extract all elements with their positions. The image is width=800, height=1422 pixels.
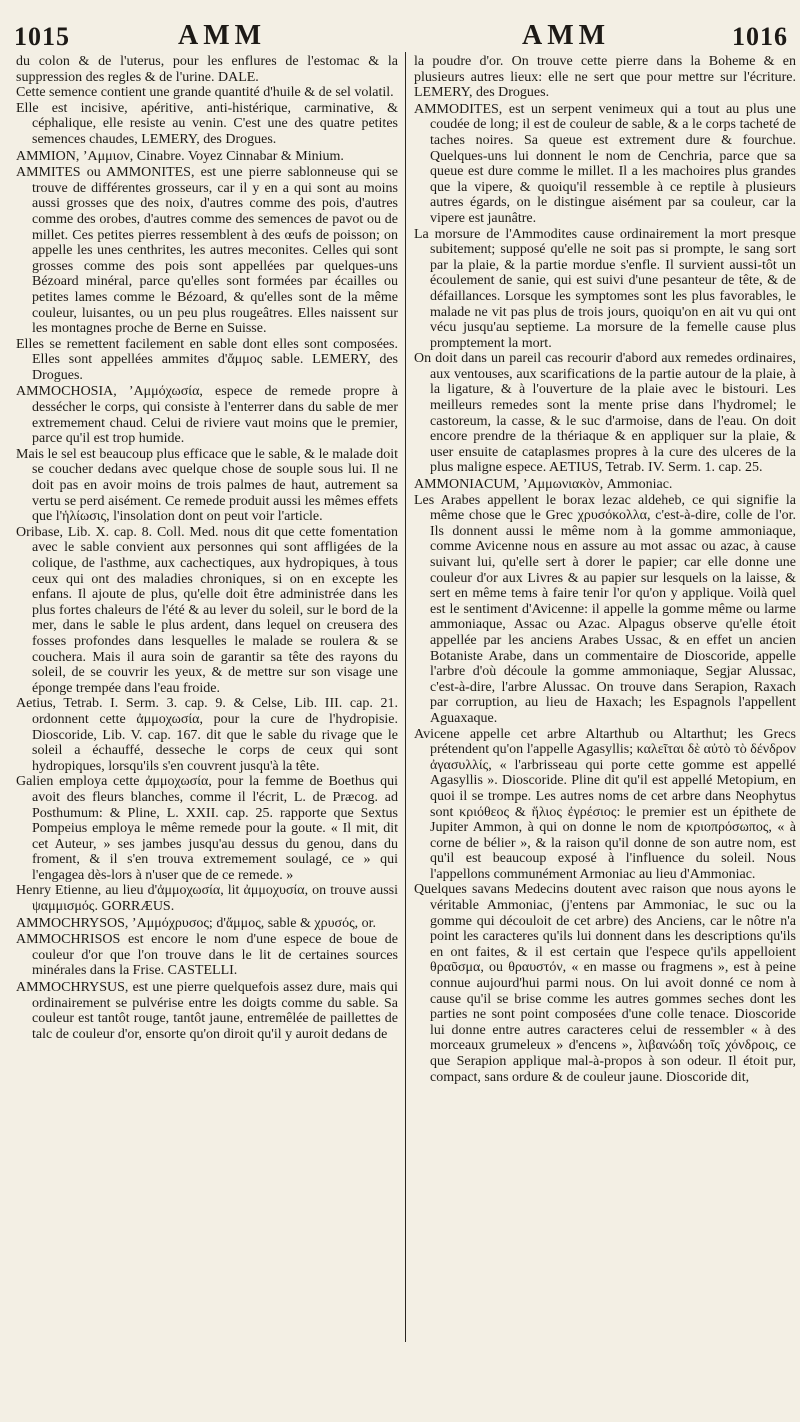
dictionary-entry: AMMONIACUM, ʼΑμμωνιακὸν, Ammoniac.: [414, 477, 673, 493]
paragraph: Cette semence contient une grande quantité d'huile & de sel volatil.: [16, 85, 394, 101]
paragraph: Oribase, Lib. X. cap. 8. Coll. Med. nous dit que cette fomentation avec le sable convient aux personnes qui sont affligées de la colique, de l'asthme, aux cachectiques, aux hydropiques, à tous ceux qui ont des maladies chroniques, si on en excepte les enfans. Il ajoute de plus, qu'elle doit être administrée dans les plus fortes chaleurs de l'été & au lever du soleil, sur le bord de la mer, dans le sable le plus ardent, dans lequel on creusera des fosses profondes dans lesquelles le malade se roulera & se couchera. Mais il aura soin de garantir sa tête des rayons du soleil, de se couvrir les yeux, & de mettre sur son visage une éponge trempée dans l'eau froide.: [16, 524, 398, 696]
running-headword-right: AMM: [522, 20, 611, 51]
page-number-right: 1016: [732, 22, 788, 51]
paragraph: Elle est incisive, apéritive, anti-histérique, carminative, & céphalique, elle resiste au venin. C'est une des quatre petites semences chaudes, LEMERY, des Drogues.: [16, 100, 398, 147]
right-column: [414, 54, 796, 1344]
dictionary-entry: AMMOCHOSIA, ʼΑμμόχωσία, espece de remede propre à dessécher le corps, qui consiste à l'enterrer dans du sable de mer extremement chaud. Celui de riviere vaut moins que le premier, parce qu'il est trop humide.: [16, 384, 398, 447]
page-number-left: 1015: [14, 22, 70, 51]
dictionary-entry: AMMODITES, est un serpent venimeux qui a tout au plus une coudée de long; il est de couleur de sable, & a le corps tacheté de taches noires. Sa queue est extrement dure & fourchue. Quelques-uns lui donnent le nom de Cenchria, parce que sa queue est dure comme le millet. Il a les machoires plus grandes que la vipere, & quoiqu'il ressemble à ce reptile à plusieurs autres égards, on le distingue aisément par sa couleur, car la vipere est jaunâtre.: [414, 101, 796, 226]
paragraph: Avicene appelle cet arbre Altarthub ou Altarthut; les Grecs prétendent qu'on l'appelle Agasyllis; καλεῖται δὲ αὐτὸ τὸ δένδρον ἀγασυλλίς, « l'arbrisseau qui porte cette gomme est appellé Agasyllis ». Dioscoride. Pline dit qu'il est appellé Metopium, en quoi il se trompe. Les autres noms de cet arbre dans Neophytus sont κριόθεος & ἥλιος ἐγρέσιος: le premier est un épithete de Jupiter Ammon, à qui on donne le nom de κριοπρόσωπος, « à corne de bélier », & la raison qu'il donne de son autre nom, est qu'il est beaucoup exposé à l'influence du soleil. Nous l'appellons communément Armoniac au lieu d'Ammoniac.: [414, 726, 796, 882]
column-divider: [405, 52, 406, 1342]
paragraph: On doit dans un pareil cas recourir d'abord aux remedes ordinaires, aux ventouses, aux scarifications de la partie autour de la plaie, à la ligature, & à l'ouverture de la plaie avec le bistouri. Les meilleurs remedes sont la mente prise dans l'hydromel; le castoreum, la casse, & le suc d'armoise, dans de l'eau. On doit encore prendre de la thériaque & en appliquer sur la plaie, & user ensuite de cataplasmes propres à la cure des ulceres de la plus maligne espece. AETIUS, Tetrab. IV. Serm. 1. cap. 25.: [414, 351, 796, 476]
page-header: [0, 0, 800, 58]
paragraph: La morsure de l'Ammodites cause ordinairement la mort presque subitement; supposé qu'elle ne soit pas si prompte, le sang sort par la plaie, & la partie mordue s'enfle. Il survient aussi-tôt un écoulement de sanie, qui est suivi d'une pesanteur de tête, & de défaillances. Lorsque les symptomes sont les plus favorables, le malade ne vit pas plus de trois jours, quoiqu'on en ait vu qui ont vécu jusqu'au septieme. La morsure de la femelle cause plus promptement la mort.: [414, 226, 796, 351]
paragraph: Les Arabes appellent le borax lezac aldeheb, ce qui signifie la même chose que le Grec χρυσόκολλα, c'est-à-dire, colle de l'or. Ils donnent aussi le même nom à la gomme ammoniaque, comme Avicenne nous en assure au mot assac ou azac, à cause suivant lui, qu'elle sert à dorer le papier; car elle donne une couleur d'or aux Livres & au papier sur lesquels on la laisse, & sert en même tems à faire tenir l'or qu'on y applique. Voilà quel est le sentiment d'Avicenne: il appelle la gomme même ou larme ammoniaque, Assac ou Azac. Alpagus observe qu'elle étoit appellée par les anciens Arabes Ussac, & en effet un ancien Botaniste Arabe, dans un commentaire de Dioscoride, appelle l'arbre d'où découle la gomme ammoniaque, Segjar Alussac, c'est-à-dire, l'arbre Alussac. On trouve dans Serapion, Raxach par corruption, au lieu de Haxach; les Espagnols l'appellent Aguaxaque.: [414, 492, 796, 726]
paragraph: Mais le sel est beaucoup plus efficace que le sable, & le malade doit se coucher dedans avec quelque chose de souple sous lui. Il ne doit pas en avoir moins de trois palmes de haut, autrement sa vertu se perd aisément. Ce remede produit aussi les mêmes effets que l'ἡλίωσις, l'insolation dont on peut voir l'article.: [16, 446, 398, 525]
paragraph: Galien employa cette ἀμμοχωσία, pour la femme de Boethus qui avoit des fleurs blanches, comme il l'écrit, L. de Præcog. ad Posthumum: & Pline, L. XXII. cap. 25. rapporte que Sextus Pompeius employa le même remede pour la goute. « Il mit, dit cet Auteur, » ses jambes jusqu'au dessus du genou, dans du froment, & il s'en trouva extremement soulagé, ce » qui l'engagea dès-lors à n'user que de ce remede. »: [16, 774, 398, 883]
running-headword-left: AMM: [178, 20, 267, 51]
dictionary-entry: AMMITES ou AMMONITES, est une pierre sablonneuse qui se trouve de différentes grosseurs, car il y en a qui sont au moins aussi grosses que des noix, d'autres comme des pois, d'autres comme des orobes, d'autres comme des semences de pavot ou de millet. Ces petites pierres ressemblent à des œufs de poisson; on appelle les unes centhrites, les autres meconites. Celles qui sont grosses comme des pois sont appellées par quelques-uns Bézoard minéral, parce qu'elles sont formées par écailles ou petites lames comme le Bézoard, & qu'elles sont de la même couleur, luisantes, ou un peu plus rougeâtres. Elles naissent sur les montagnes proche de Berne en Suisse.: [16, 165, 398, 337]
paragraph: Elles se remettent facilement en sable dont elles sont composées. Elles sont appellées ammites d'ἄμμος sable. LEMERY, des Drogues.: [16, 336, 398, 383]
dictionary-entry: AMMOCHRYSUS, est une pierre quelquefois assez dure, mais qui ordinairement se pulvérise entre les doigts comme du sable. Sa couleur est tantôt rouge, tantôt jaune, entremêlée de paillettes de talc de couleur d'or, ensorte qu'on diroit qu'il y auroit dedans de: [16, 980, 398, 1042]
paragraph: du colon & de l'uterus, pour les enflures de l'estomac & la suppression des regles & de l'urine. DALE.: [16, 54, 398, 85]
left-column: [16, 54, 398, 1344]
dictionary-entry: AMMOCHRISOS est encore le nom d'une espece de boue de couleur d'or que l'on trouve dans le lit de certaines sources minérales dans la Frise. CASTELLI.: [16, 932, 398, 979]
paragraph: Quelques savans Medecins doutent avec raison que nous ayons le véritable Ammoniac, (j'entens par Ammoniac, le suc ou la gomme qui découloit de cet arbre) des Anciens, car le nôtre n'a point les caracteres qu'ils lui donnent dans les descriptions qu'ils en ont faites, & il est certain que l'espece qu'ils appelloient θραῦσμα, ou θραυστόν, « en masse ou fragmens », est à peine connue aujourd'hui parmi nous. On lui avoit donné ce nom à cause qu'il se brise comme les autres gommes seches dont les parties ne sont point composées d'une colle tenace. Dioscoride lui donne entre autres caracteres celui de ressembler « à des morceaux grumeleux » d'encens », λιβανώδη τοῖς χόνδροις, ce que Serapion applique mal-à-propos à son odeur. Il étoit pur, compact, sans ordure & de couleur jaune. Dioscoride dit,: [414, 882, 796, 1085]
dictionary-entry: AMMOCHRYSOS, ʼΑμμόχρυσος; d'ἄμμος, sable & χρυσός, or.: [16, 915, 377, 931]
paragraph: la poudre d'or. On trouve cette pierre dans la Boheme & en plusieurs autres lieux: elle ne sert que pour mettre sur l'écriture. LEMERY, des Drogues.: [414, 54, 796, 101]
dictionary-entry: AMMION, ʼΑμμιον, Cinabre. Voyez Cinnabar & Minium.: [16, 148, 344, 164]
paragraph: Henry Etienne, au lieu d'ἀμμοχωσία, lit ἀμμοχυσία, on trouve aussi ψαμμισμός. GORRÆUS.: [16, 883, 398, 915]
paragraph: Aetius, Tetrab. I. Serm. 3. cap. 9. & Celse, Lib. III. cap. 21. ordonnent cette ἀμμοχωσία, pour la cure de l'hydropisie. Dioscoride, Lib. V. cap. 167. dit que le sable du rivage que le soleil a échauffé, desseche le corps de ceux qui sont hydropiques, lorsqu'ils s'en couvrent jusqu'à la tête.: [16, 696, 398, 774]
